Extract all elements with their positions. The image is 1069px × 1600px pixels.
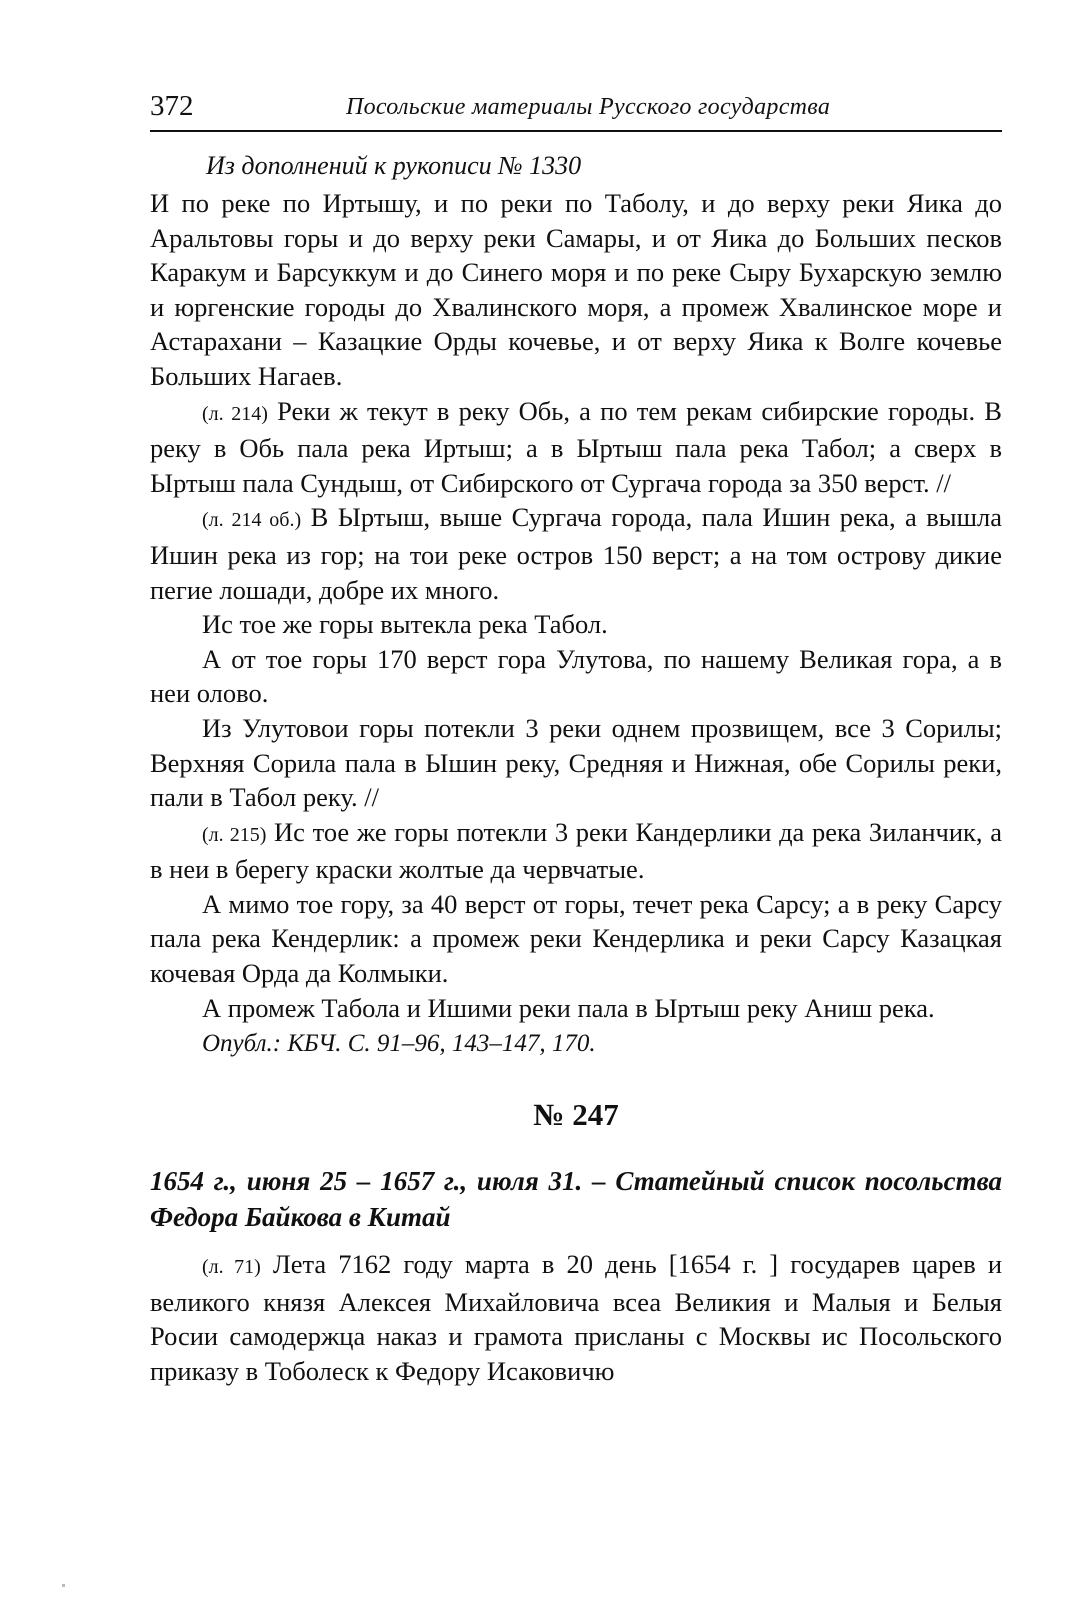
paragraph [150,1247,1002,1388]
document-number: № 247 [533,1097,619,1133]
folio-reference: (л. 215) [202,823,267,846]
folio-reference: (л. 214 об.) [202,509,302,532]
paragraph: И по реке по Иртышу, и по реки по Таболу, и до верху реки Яика до Аральтовы горы и до верху реки Самары, и от Яика до Больших песков Каракум и Барсуккум и до Синего моря и по реке Сыру Бухарскую землю и юргенские городы до Хвалинского моря, а промеж Хвалинское море и Астарахани – Казацкие Орды кочевье, и от верху Яика к Волге кочевье Больших Нагаев. [150,188,1002,391]
paragraph-text: В Ыртыш, выше Сургача города, пала Ишин река, а вышла Ишин река из гор; на тои реке остров 150 верст; а на том острову дикие пегие лошади, добре их много. [150,502,1002,605]
paragraph: А от тое горы 170 верст гора Улутова, по нашему Великая гора, а в неи олово. [150,643,1002,709]
folio-reference: (л. 71) [202,1256,261,1279]
folio-reference: (л. 214) [202,402,268,425]
paragraph: А промеж Табола и Ишими реки пала в Ыртыш реку Аниш река. [202,992,935,1023]
source-heading: Из дополнений к рукописи № 1330 [206,151,582,180]
publication-note: Опубл.: КБЧ. С. 91–96, 143–147, 170. [202,1030,596,1058]
paragraph [150,815,1002,887]
running-head [150,86,1002,132]
paragraph [150,394,1002,501]
running-title: Посольские материалы Русского государства [346,94,831,120]
page-content [150,150,1002,1389]
paragraph-text: Лета 7162 году марта в 20 день [1654 г. ] государев царев и великого князя Алексея Михайловича всеа Великия и Малыя и Белыя Росии самодержца наказ и грамота присланы с Москвы ис Посольского приказу в Тоболеск к Федору Исаковичю [150,1249,1002,1387]
paragraph [150,500,1002,607]
scan-speck [62,1584,65,1587]
page-number: 372 [150,90,194,122]
paragraph: А мимо тое гору, за 40 верст от горы, течет река Сарсу; а в реку Сарсу пала река Кендерлик: а промеж реки Кендерлика и реки Сарсу Казацкая кочевая Орда да Колмыки. [150,888,1002,989]
paragraph: Из Улутовои горы потекли 3 реки однем прозвищем, все 3 Сорилы; Верхняя Сорила пала в Ышин реку, Средняя и Нижная, обе Сорилы реки, пали в Табол реку. // [150,712,1002,813]
paragraph-text: Реки ж текут в реку Обь, а по тем рекам сибирские городы. В реку в Обь пала река Иртыш; а в Ыртыш пала река Табол; а сверх в Ыртыш пала Сундыш, от Сибирского от Сургача города за 350 верст. // [150,395,1002,498]
paragraph-text: Ис тое же горы потекли 3 реки Кандерлики да река Зиланчик, а в неи в берегу краски жолтые да червчатые. [150,816,1002,885]
document-title: 1654 г., июня 25 – 1657 г., июля 31. – Статейный список посольства Федора Байкова в Китай [150,1166,1002,1233]
paragraph: Ис тое же горы вытекла река Табол. [202,609,608,640]
